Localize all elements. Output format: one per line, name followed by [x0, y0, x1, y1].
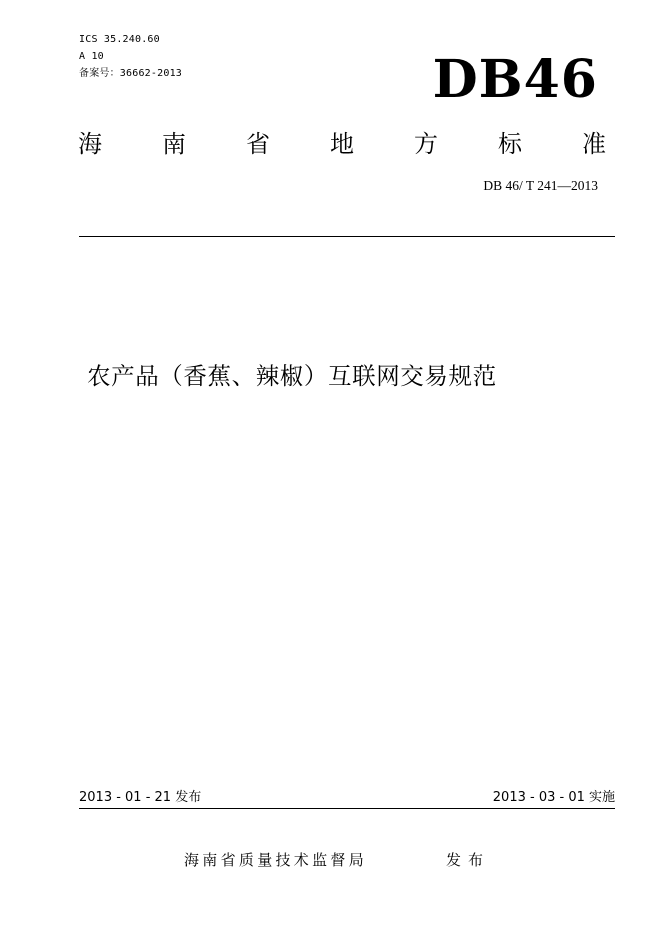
db-standard-mark: DB46: [432, 49, 598, 110]
standard-number: DB 46/ T 241—2013: [483, 178, 598, 193]
publish-label: 发布: [446, 851, 491, 869]
top-divider: [79, 236, 615, 237]
document-title: 农产品（香蕉、辣椒）互联网交易规范: [87, 362, 497, 390]
issuing-authority: 海南省质量技术监督局: [184, 851, 368, 869]
standard-type-char: 南: [162, 130, 186, 158]
standard-type-char: 海: [78, 130, 102, 158]
ics-code: ICS 35.240.60: [79, 34, 160, 45]
standard-type-char: 方: [414, 130, 438, 158]
standard-type-heading: [78, 126, 606, 162]
record-number: 备案号：36662-2013: [79, 68, 183, 79]
standard-type-char: 标: [498, 130, 522, 158]
classification-code: A 10: [79, 51, 104, 62]
standard-type-char: 省: [246, 130, 270, 158]
standard-type-char: 准: [582, 130, 606, 158]
standard-type-char: 地: [330, 130, 354, 158]
publish-date: 2013 - 01 - 21 发布: [79, 790, 202, 805]
implementation-date: 2013 - 03 - 01 实施: [492, 790, 615, 805]
bottom-divider: [79, 808, 615, 809]
